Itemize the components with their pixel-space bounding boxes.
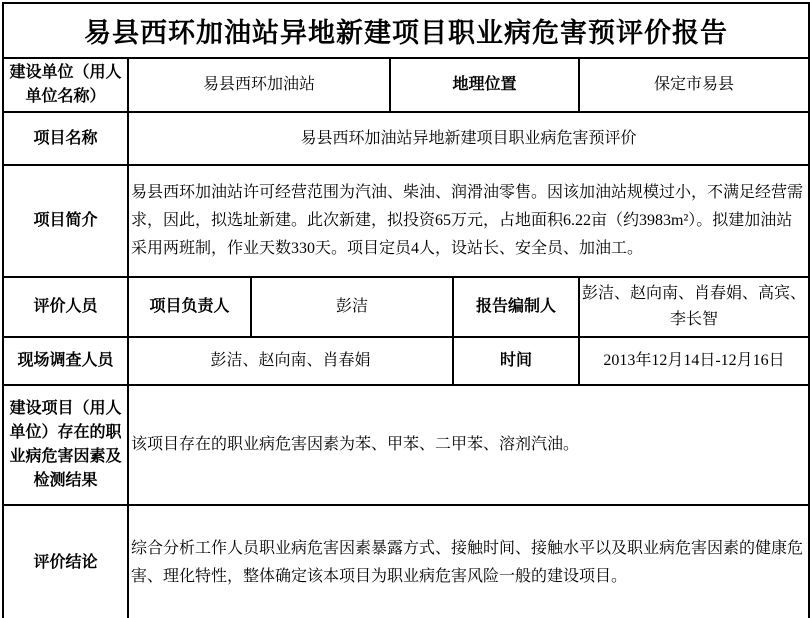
geographic-location-value: 保定市易县 [579,58,809,112]
time-label: 时间 [453,337,579,385]
conclusion-row [3,505,809,618]
project-name-label: 项目名称 [3,112,128,165]
construction-unit-value: 易县西环加油站 [128,58,390,112]
hazard-factors-value: 该项目存在的职业病危害因素为苯、甲苯、二甲苯、溶剂汽油。 [128,385,809,505]
project-brief-row [3,165,809,277]
construction-unit-row [3,58,809,112]
hazard-factors-label: 建设项目（用人单位）存在的职业病危害因素及检测结果 [3,385,128,505]
time-value: 2013年12月14日-12月16日 [579,337,809,385]
site-survey-row [3,337,809,385]
evaluation-staff-row [3,277,809,337]
hazard-factors-row [3,385,809,505]
geographic-location-label: 地理位置 [390,58,579,112]
project-name-row [3,112,809,165]
evaluation-staff-label: 评价人员 [3,277,128,337]
project-leader-value: 彭洁 [251,277,453,337]
site-survey-value: 彭洁、赵向南、肖春娟 [128,337,453,385]
project-brief-value: 易县西环加油站许可经营范围为汽油、柴油、润滑油零售。因该加油站规模过小，不满足经营需求，因此，拟选址新建。此次新建，拟投资65万元，占地面积6.22亩（约3983m²）。拟建加油站采用两班制，作业天数330天。项目定员4人，设站长、安全员、加油工。 [128,165,809,277]
title-row [3,3,809,58]
report-compiler-value: 彭洁、赵向南、肖春娟、高宾、李长智 [579,277,809,337]
conclusion-value: 综合分析工作人员职业病危害因素暴露方式、接触时间、接触水平以及职业病危害因素的健康危害、理化特性，整体确定该本项目为职业病危害风险一般的建设项目。 [128,505,809,618]
project-leader-label: 项目负责人 [128,277,251,337]
report-compiler-label: 报告编制人 [453,277,579,337]
site-survey-label: 现场调查人员 [3,337,128,385]
project-name-value: 易县西环加油站异地新建项目职业病危害预评价 [128,112,809,165]
conclusion-label: 评价结论 [3,505,128,618]
evaluation-report-table [2,2,810,618]
project-brief-label: 项目简介 [3,165,128,277]
report-title: 易县西环加油站异地新建项目职业病危害预评价报告 [3,3,809,58]
construction-unit-label: 建设单位（用人单位名称） [3,58,128,112]
